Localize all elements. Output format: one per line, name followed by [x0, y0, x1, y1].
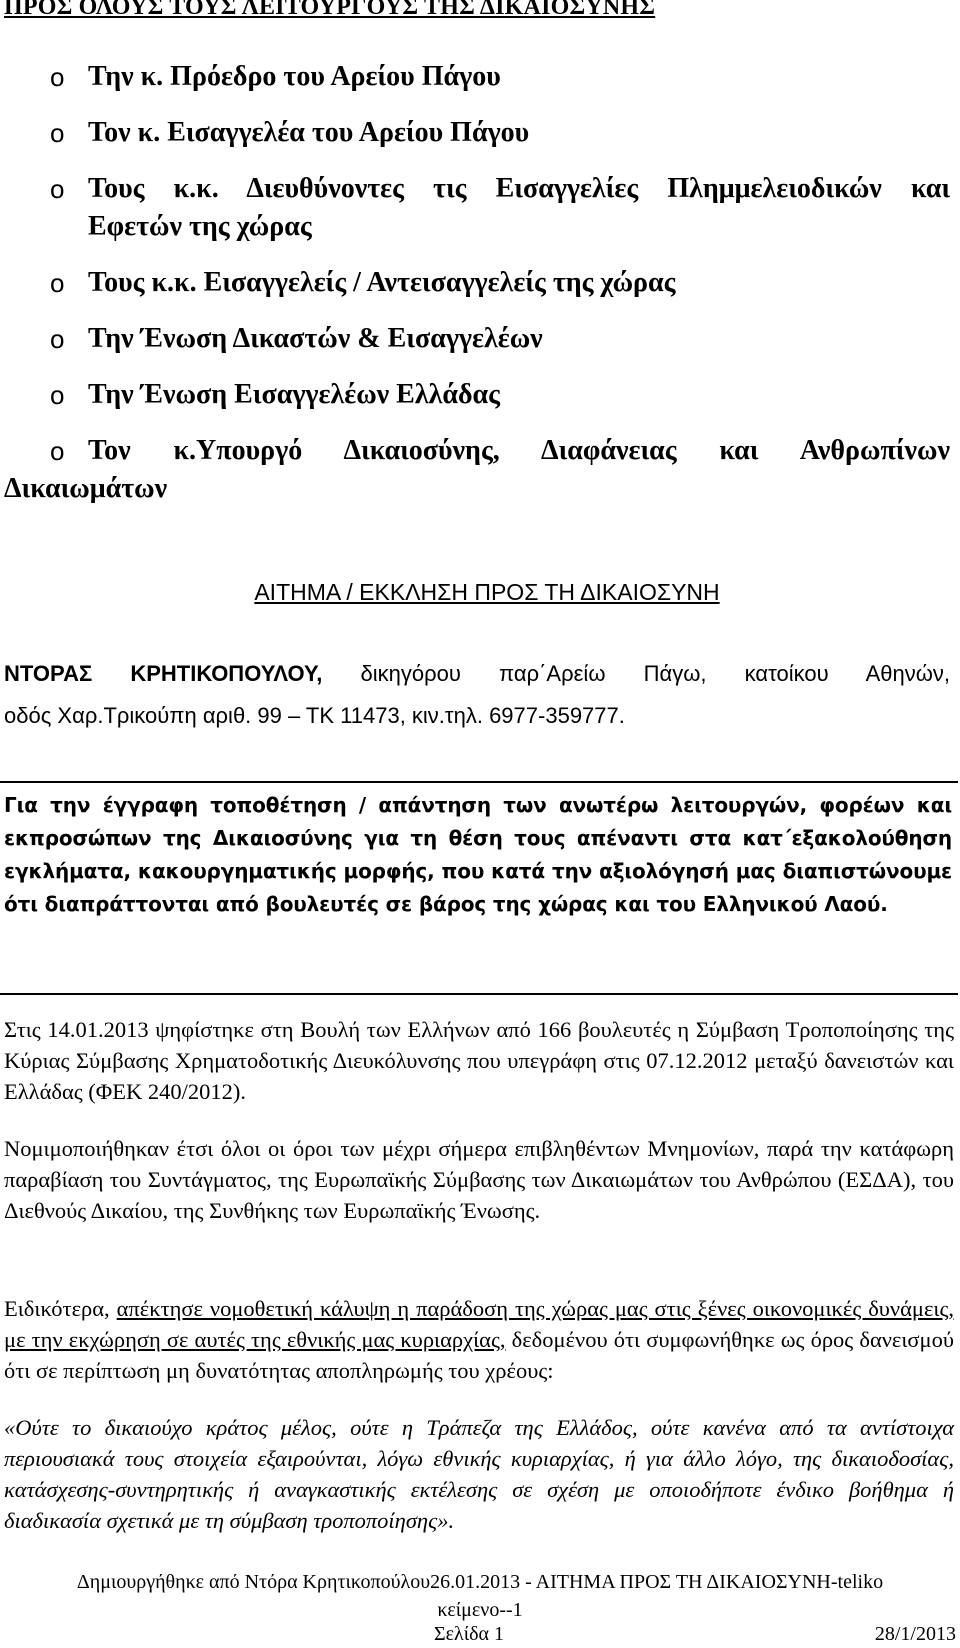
recipient-item	[0, 264, 950, 302]
recipient-item	[0, 320, 950, 358]
recipient-text: Την Ένωση Δικαστών & Εισαγγελέων	[88, 323, 543, 354]
author-address: οδός Χαρ.Τρικούπη αριθ. 99 – ΤΚ 11473, κιν.τηλ. 6977-359777.	[4, 703, 625, 728]
author-name: ΝΤΟΡΑΣ ΚΡΗΤΙΚΟΠΟΥΛΟΥ,	[4, 661, 323, 686]
bullet-icon: o	[50, 380, 65, 410]
recipients-list	[0, 58, 950, 526]
recipient-item	[0, 58, 950, 96]
recipient-text: Τους κ.κ. Διευθύνοντες τις Εισαγγελίες Πλημμελειοδικών και	[88, 173, 950, 204]
contract-quote: «Ούτε το δικαιούχο κράτος μέλος, ούτε η Τράπεζα της Ελλάδος, ούτε κανένα από τα αντίστοιχα περιουσιακά τους στοιχεία εξαιρούνται, λόγω εθνικής κυριαρχίας, ή για άλλο λόγο, της δικαιοδοσίας, κατάσχεσης-συντηρητικής ή αναγκαστικής εκτέλεσης σε σχέση με οποιοδήποτε ένδικο βοήθημα ή διαδικασία σχετικά με τη σύμβαση τροποποίησης».	[4, 1415, 954, 1533]
recipient-text: Τον κ.Υπουργό Δικαιοσύνης, Διαφάνειας και Ανθρωπίνων	[88, 435, 950, 466]
paragraph-legitimization: Νομιμοποιήθηκαν έτσι όλοι οι όροι των μέχρι σήμερα επιβληθέντων Μνημονίων, παρά την κατάφωρη παραβίαση του Συντάγματος, της Ευρωπαϊκής Σύμβασης των Δικαιωμάτων του Ανθρώπου (ΕΣΔΑ), του Διεθνούς Δικαίου, της Συνθήκης των Ευρωπαϊκής Ένωσης.	[4, 1136, 954, 1223]
bullet-icon: o	[50, 118, 65, 148]
bullet-icon: o	[50, 324, 65, 354]
paragraph-start: Ειδικότερα,	[4, 1296, 117, 1321]
request-title: ΑΙΤΗΜΑ / ΕΚΚΛΗΣΗ ΠΡΟΣ ΤΗ ΔΙΚΑΙΟΣΥΝΗ	[254, 579, 720, 605]
bullet-icon: o	[50, 62, 65, 92]
recipient-text: Τους κ.κ. Εισαγγελείς / Αντεισαγγελείς της χώρας	[88, 267, 676, 298]
page-footer	[0, 1568, 960, 1624]
bullet-icon: o	[50, 436, 65, 466]
bullet-icon: o	[50, 268, 65, 298]
recipient-text: Τον κ. Εισαγγελέα του Αρείου Πάγου	[88, 117, 530, 148]
footer-date: 28/1/2013	[874, 1623, 956, 1645]
page-number: Σελίδα 1	[434, 1623, 505, 1645]
recipient-text-continued: Δικαιωμάτων	[4, 473, 168, 504]
footer-creator: Δημιουργήθηκε από Ντόρα Κρητικοπούλου26.01.2013 - ΑΙΤΗΜΑ ΠΡΟΣ ΤΗ ΔΙΚΑΙΟΣΥΝΗ-teliko	[76, 1571, 884, 1593]
paragraph-specifically	[4, 1293, 954, 1386]
author-info	[4, 653, 950, 737]
bullet-icon: o	[50, 174, 65, 204]
author-line-1	[4, 653, 950, 695]
recipient-item	[0, 376, 950, 414]
subject-text: Για την έγγραφη τοποθέτηση / απάντηση των ανωτέρω λειτουργών, φορέων και εκπροσώπων της Δικαιοσύνης για τη θέση τους απέναντι στα κατ΄εξακολούθηση εγκλήματα, κακουργηματικής μορφής, που κατά την αξιολόγησή μας διαπιστώνουμε ότι διαπράττονται από βουλευτές σε βάρος της χώρας και του Ελληνικού Λαού.	[4, 793, 952, 916]
underlined-phrase: απέκτησε νομοθετική κάλυψη η παράδοση της χώρας μας στις ξένες οικονομικές δυνάμεις, με την εκχώρηση σε αυτές της εθνικής μας κυριαρχίας,	[4, 1296, 954, 1352]
paragraph-end: δεδομένου ότι συμφωνήθηκε ως όρος δανεισμού ότι σε περίπτωση μη δυνατότητας αποπληρωμής του χρέους:	[4, 1327, 954, 1383]
footer-filename: κείμενο--1	[437, 1599, 523, 1621]
paragraph-vote: Στις 14.01.2013 ψηφίστηκε στη Βουλή των Ελλήνων από 166 βουλευτές η Σύμβαση Τροποποίησης της Κύριας Σύμβασης Χρηματοδοτικής Διευκόλυνσης που υπεγράφη στις 07.12.2012 μεταξύ δανειστών και Ελλάδας (ΦΕΚ 240/2012).	[4, 1017, 954, 1104]
author-description: δικηγόρου παρ΄Αρείω Πάγω, κατοίκου Αθηνών,	[322, 661, 950, 686]
recipient-item	[0, 170, 950, 246]
recipient-text: Την κ. Πρόεδρο του Αρείου Πάγου	[88, 61, 501, 92]
recipient-item	[0, 114, 950, 152]
subject-box	[0, 781, 958, 995]
recipient-item	[0, 432, 950, 508]
recipient-text: Την Ένωση Εισαγγελέων Ελλάδας	[88, 379, 500, 410]
recipient-text-continued: Εφετών της χώρας	[88, 211, 312, 242]
document-header: ΠΡΟΣ ΟΛΟΥΣ ΤΟΥΣ ΛΕΙΤΟΥΡΓΟΥΣ ΤΗΣ ΔΙΚΑΙΟΣΥΝΗΣ	[4, 0, 656, 20]
